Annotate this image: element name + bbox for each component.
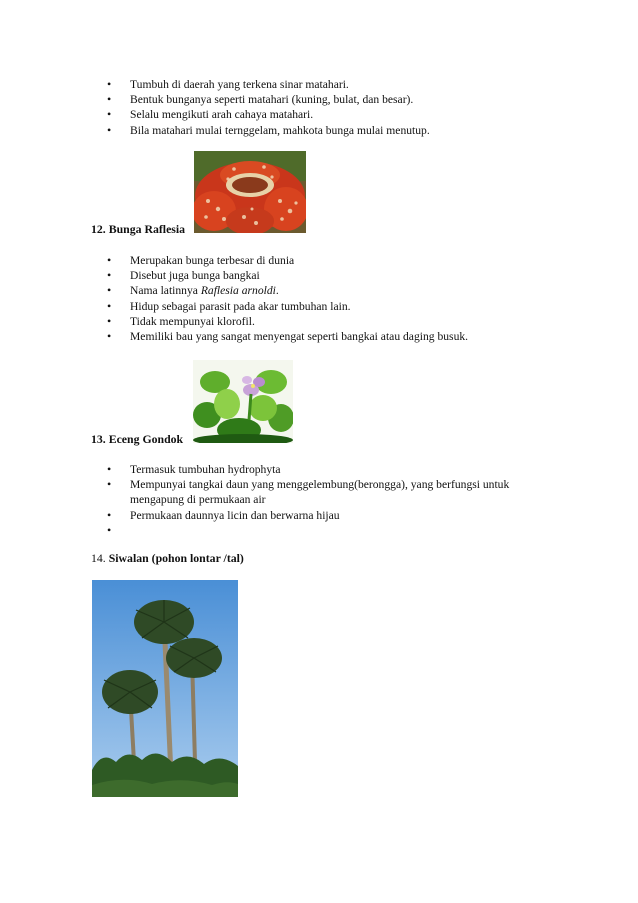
list-item: • Memiliki bau yang sangat menyengat seperti bangkai atau daging busuk.: [107, 329, 577, 344]
list-item: • Hidup sebagai parasit pada akar tumbuhan lain.: [107, 299, 577, 314]
section-14-heading: 14. Siwalan (pohon lontar /tal): [91, 551, 244, 565]
rafflesia-traits-list: [107, 253, 577, 344]
section-12-heading: 12. Bunga Raflesia: [91, 222, 186, 236]
rafflesia-image: [194, 151, 306, 233]
list-item: • Bila matahari mulai ternggelam, mahkota bunga mulai menutup.: [107, 123, 577, 138]
list-item: • Tidak mempunyai klorofil.: [107, 314, 577, 329]
latin-name: Raflesia arnoldi: [200, 284, 276, 298]
sunflower-traits-list: [107, 77, 577, 138]
list-item: • Permukaan daunnya licin dan berwarna hijau: [107, 508, 557, 523]
list-item: • Bentuk bunganya seperti matahari (kuning, bulat, dan besar).: [107, 92, 577, 107]
list-item: [107, 523, 557, 538]
list-item: • Termasuk tumbuhan hydrophyta: [107, 462, 557, 477]
list-item: • Mempunyai tangkai daun yang menggelembung(berongga), yang berfungsi untuk mengapung di permukaan air: [107, 477, 557, 507]
list-item: • Merupakan bunga terbesar di dunia: [107, 253, 577, 268]
water-hyacinth-traits-list: [107, 462, 557, 538]
list-item: • Selalu mengikuti arah cahaya matahari.: [107, 107, 577, 122]
palmyra-palm-image: [92, 580, 238, 797]
water-hyacinth-image: [193, 360, 293, 443]
section-13-heading: 13. Eceng Gondok: [91, 432, 184, 446]
list-item: • Disebut juga bunga bangkai: [107, 268, 577, 283]
list-item: • Nama latinnya Raflesia arnoldi.: [107, 283, 577, 298]
list-item: • Tumbuh di daerah yang terkena sinar matahari.: [107, 77, 577, 92]
